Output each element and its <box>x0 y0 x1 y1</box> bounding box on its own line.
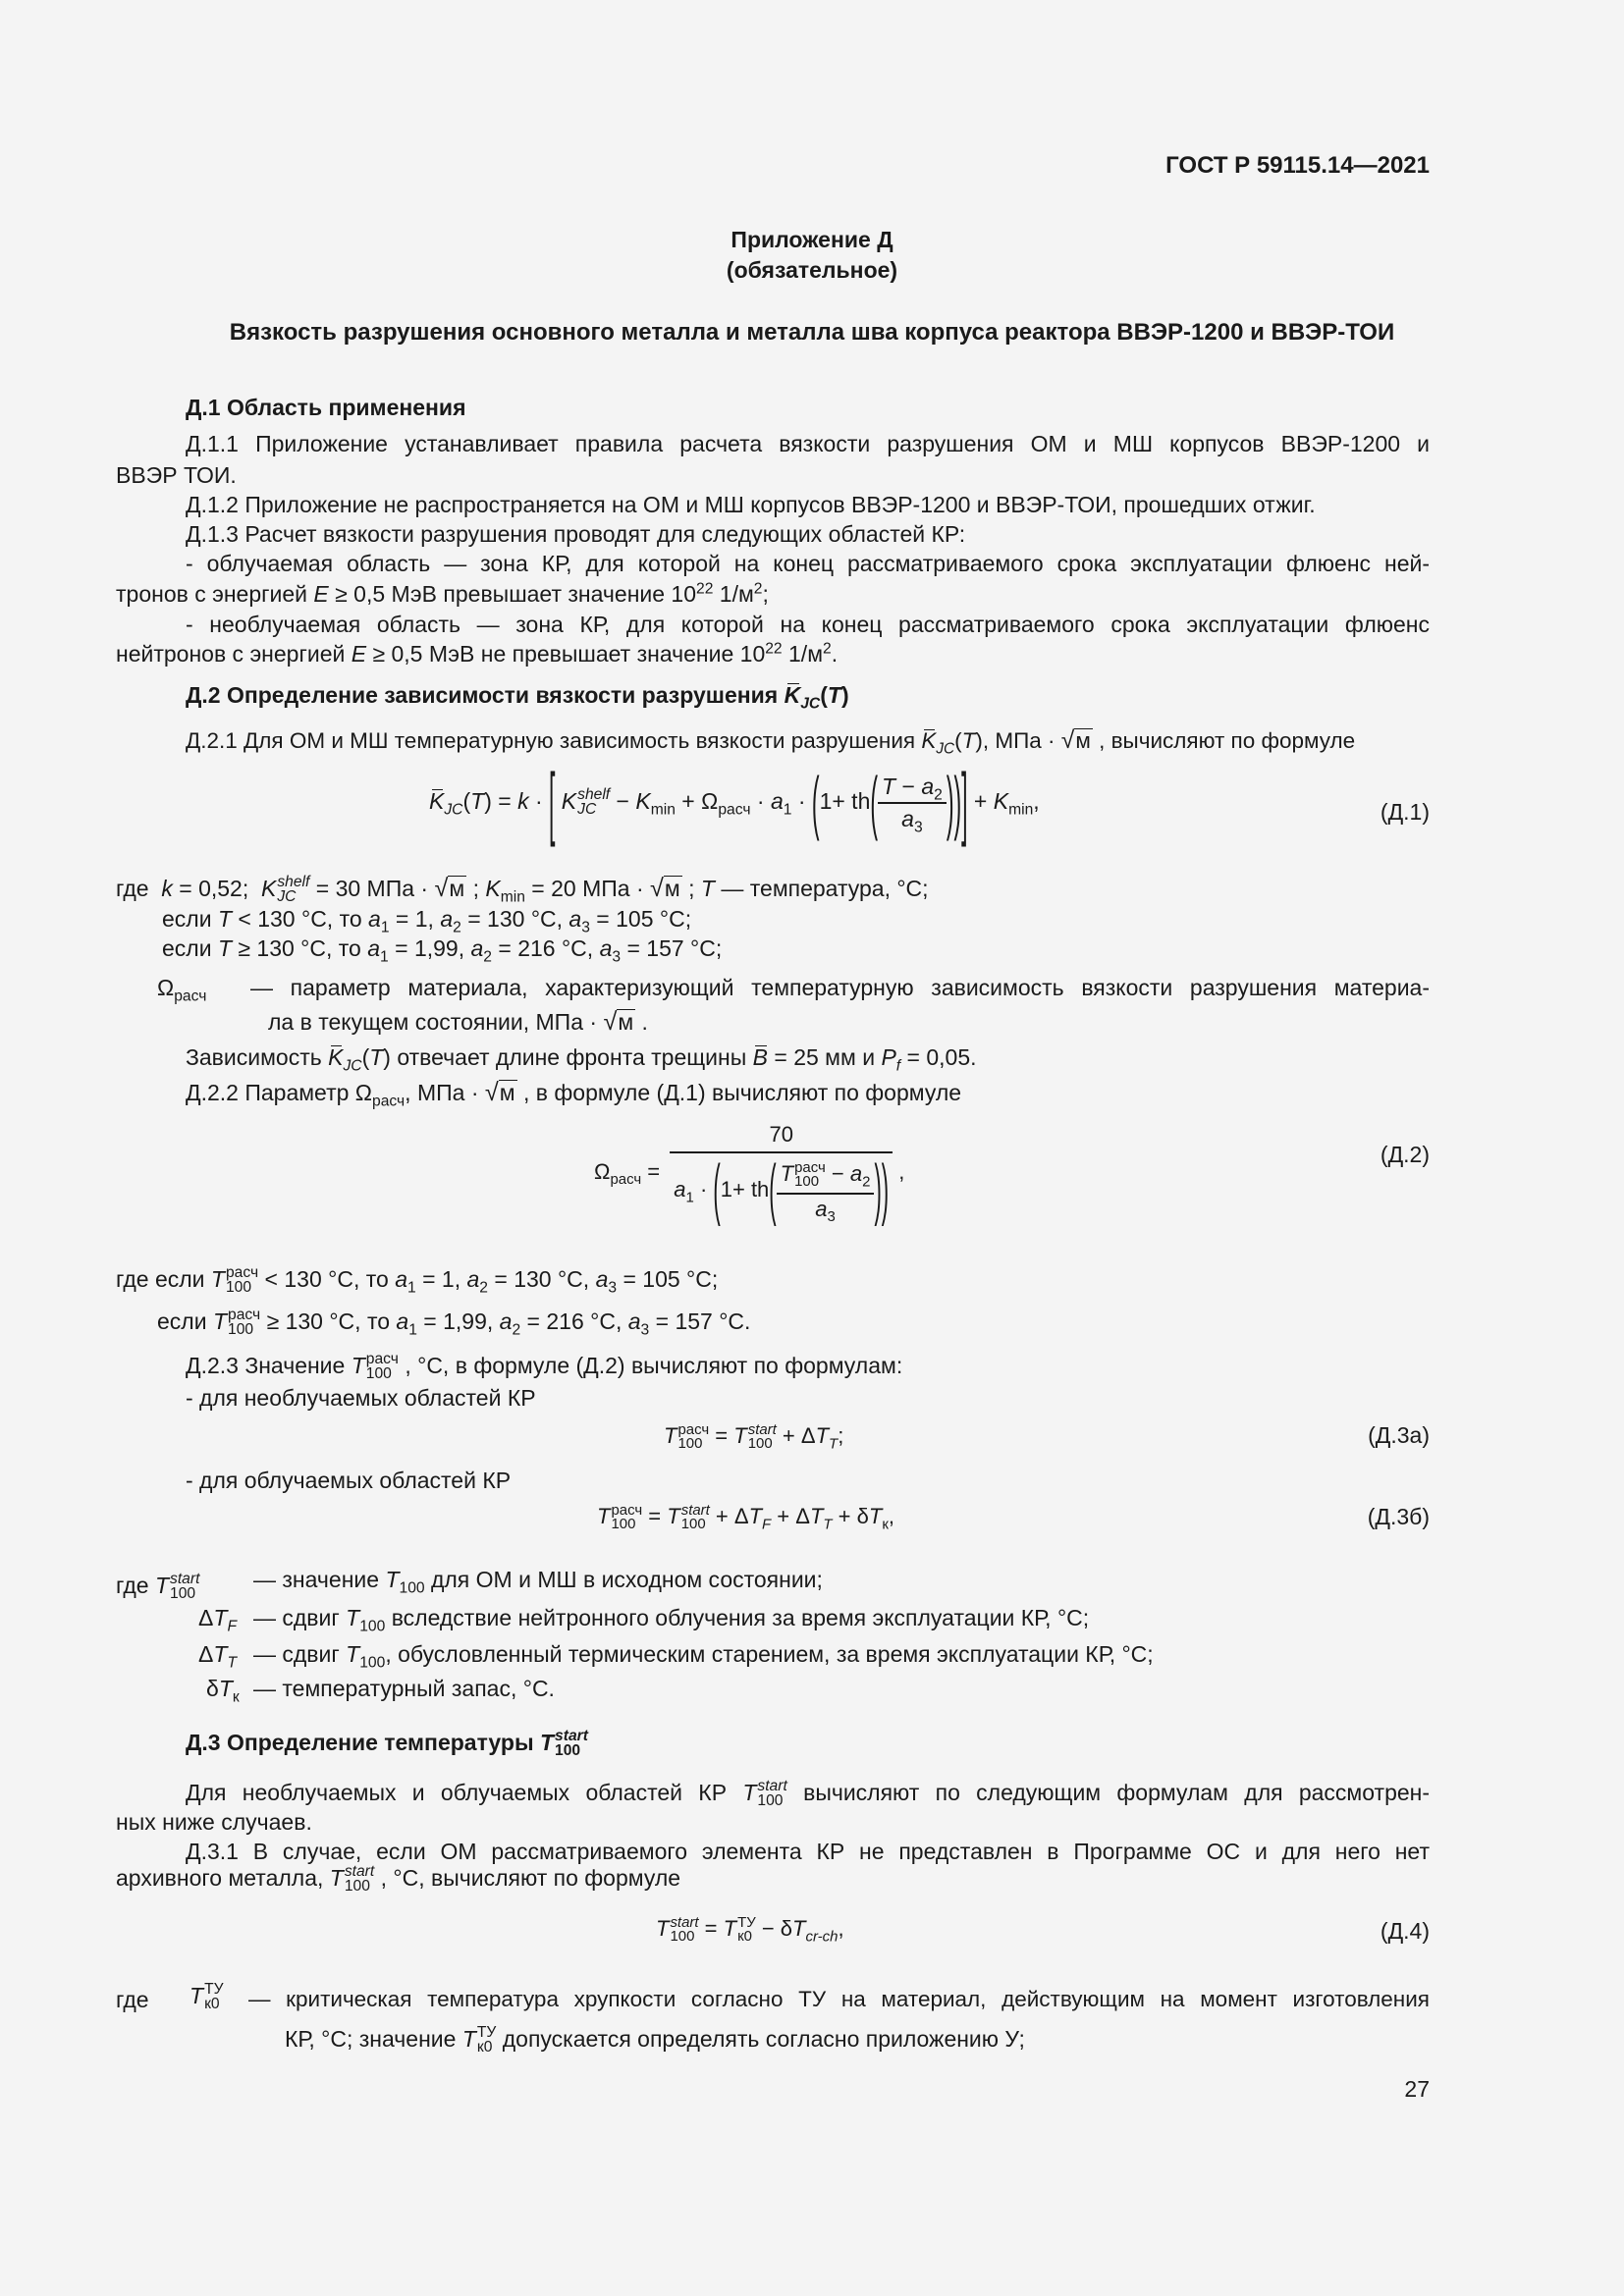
document-id: ГОСТ Р 59115.14—2021 <box>1165 152 1430 179</box>
where-d2-line1: где если T расч 100 < 130 °С, то $a_1 = 1$, $a_2 = 130$ °С, $a_3 = 105$ °С; <box>116 1264 719 1297</box>
paragraph-d21: Д.2.1 Для ОМ и МШ температурную зависимость вязкости разрушения $K_{JC}(T)$, МПа · √м , вычисляют по формуле <box>186 727 1356 758</box>
formula-d4-number: (Д.4) <box>1380 1918 1430 1944</box>
formula-d2-numerator: 70 <box>670 1124 893 1153</box>
formula-d4: T start 100 = T ТУ к0 − $\delta T_{cr-ch}$, <box>656 1914 844 1946</box>
def-tk0-symbol: T ТУ к0 <box>189 1981 224 2012</box>
paragraph-d22: Д.2.2 Параметр $\Omega_{расч}$, МПа · √м , в формуле (Д.1) вычисляют по формуле <box>186 1079 962 1110</box>
label-nonirradiated: - для необлучаемых областей КР <box>186 1385 536 1411</box>
omega-definition-line2: ла в текущем состоянии, МПа · √м . <box>268 1008 648 1036</box>
formula-d3a-number: (Д.3а) <box>1368 1422 1430 1448</box>
paragraph-d12: Д.1.2 Приложение не распространяется на ОМ и МШ корпусов ВВЭР-1200 и ВВЭР-ТОИ, прошедших отжиг. <box>186 492 1316 517</box>
where-d4-label: где <box>116 1987 149 2012</box>
def-dtt: — сдвиг $T_{100}$, обусловленный термическим старением, за время эксплуатации КР, °С; <box>253 1641 1154 1672</box>
paragraph-d11-line2: ВВЭР ТОИ. <box>116 462 237 488</box>
formula-d1: $K_{JC}(T) = k$ · [ K shelf JC − $K_{min} + \Omega_{расч} \cdot a_1 \cdot (1+ th$( $\frac{T - a_2}{a_3}$ ))] + $K_{min}$, <box>429 755 1040 847</box>
formula-d3b: T расч 100 = T start 100 + $\Delta T_F + \Delta T_T + \delta T_к$, <box>597 1502 895 1533</box>
where-d2-line2: если T расч 100 ≥ 130 °С, то $a_1 = 1,99$, $a_2 = 216$ °С, $a_3 = 157$ °С. <box>157 1307 751 1339</box>
list-item-nonirradiated-line2: нейтронов с энергией E ≥ 0,5 МэВ не превышает значение $10^{22}$ $1/м^2$. <box>116 640 839 667</box>
formula-d2-number: (Д.2) <box>1380 1142 1430 1167</box>
where-d3-label: где T start 100 <box>116 1571 200 1602</box>
section-heading-d2: Д.2 Определение зависимости вязкости разрушения $K_{JC}(T)$ <box>186 682 849 713</box>
def-dtf: — сдвиг $T_{100}$ вследствие нейтронного облучения за время эксплуатации КР, °С; <box>253 1605 1090 1635</box>
paragraph-d31-line2: архивного металла, T start 100 , °С, вычисляют по формуле <box>116 1863 681 1895</box>
formula-d1-number: (Д.1) <box>1380 799 1430 825</box>
paragraph-d23: Д.2.3 Значение T расч 100 , °С, в формуле (Д.2) вычисляют по формулам: <box>186 1351 903 1382</box>
def-t100-start: — значение $T_{100}$ для ОМ и МШ в исходном состоянии; <box>253 1567 823 1597</box>
formula-d3a: T расч 100 = T start 100 + $\Delta T_T$; <box>664 1421 844 1453</box>
paragraph-d3-line2: ных ниже случаев. <box>116 1809 312 1835</box>
list-item-irradiated-line2: тронов с энергией E ≥ 0,5 МэВ превышает значение $10^{22}$ $1/м^2$; <box>116 580 769 607</box>
list-item-irradiated-line1: - облучаемая область — зона КР, для которой на конец рассматриваемого срока эксплуатации флюенс ней- <box>186 551 1430 576</box>
formula-d2: $\Omega_{расч}$ = 70 $a_1 \cdot (1+ th$( T расч 100 − $a_2$ $a_3$ )) , <box>594 1122 905 1228</box>
appendix-status: (обязательное) <box>726 257 898 283</box>
dependence-statement: Зависимость $K_{JC}(T)$ отвечает длине фронта трещины B = 25 мм и $P_f = 0,05$. <box>186 1044 977 1075</box>
page-number: 27 <box>1404 2076 1430 2102</box>
omega-symbol: $\Omega_{расч}$ <box>157 975 207 1005</box>
appendix-heading: Вязкость разрушения основного металла и металла шва корпуса реактора ВВЭР-1200 и ВВЭР-ТОИ <box>229 319 1395 346</box>
def-dtt-symbol: $\Delta T_T$ <box>198 1641 237 1672</box>
def-dtk: — температурный запас, °С. <box>253 1676 555 1701</box>
paragraph-d13: Д.1.3 Расчет вязкости разрушения проводят для следующих областей КР: <box>186 521 966 547</box>
where-d1-condition2: если T ≥ 130 °С, то $a_1 = 1,99$, $a_2 = 216$ °С, $a_3 = 157$ °С; <box>162 935 723 966</box>
formula-d3b-number: (Д.3б) <box>1367 1504 1430 1529</box>
paragraph-d11-line1: Д.1.1 Приложение устанавливает правила расчета вязкости разрушения ОМ и МШ корпусов ВВЭР-1200 и <box>186 431 1430 456</box>
section-heading-d1: Д.1 Область применения <box>186 395 466 420</box>
paragraph-d3-line1: Для необлучаемых и облучаемых областей КР T start 100 вычисляют по следующим формулам для рассмотрен- <box>186 1778 1431 1809</box>
where-d1-condition1: если T < 130 °С, то $a_1 = 1$, $a_2 = 130$ °С, $a_3 = 105$ °С; <box>162 906 692 936</box>
def-dtf-symbol: $\Delta T_F$ <box>198 1605 237 1635</box>
def-dtk-symbol: $\delta T_к$ <box>206 1676 240 1706</box>
def-tk0-line2: КР, °С; значение T ТУ к0 допускается определять согласно приложению У; <box>285 2024 1025 2056</box>
appendix-title: Приложение Д <box>731 227 893 252</box>
list-item-nonirradiated-line1: - необлучаемая область — зона КР, для которой на конец рассматриваемого срока эксплуатации флюенс <box>186 612 1430 637</box>
label-irradiated: - для облучаемых областей КР <box>186 1468 512 1493</box>
section-heading-d3: Д.3 Определение температуры T start 100 <box>186 1728 588 1759</box>
where-d1-line1: где k = 0,52; K shelf JC = 30 МПа · √м ; $K_{min} = 20$ МПа · √м ; T — температура, °С; <box>116 874 929 906</box>
def-tk0-line1: — критическая температура хрупкости согласно ТУ на материал, действующим на момент изготовления <box>248 1987 1430 2011</box>
paragraph-d31-line1: Д.3.1 В случае, если ОМ рассматриваемого элемента КР не представлен в Программе ОС и для него нет <box>186 1839 1430 1864</box>
omega-definition-line1: — параметр материала, характеризующий температурную зависимость вязкости разрушения материа- <box>250 975 1430 1000</box>
